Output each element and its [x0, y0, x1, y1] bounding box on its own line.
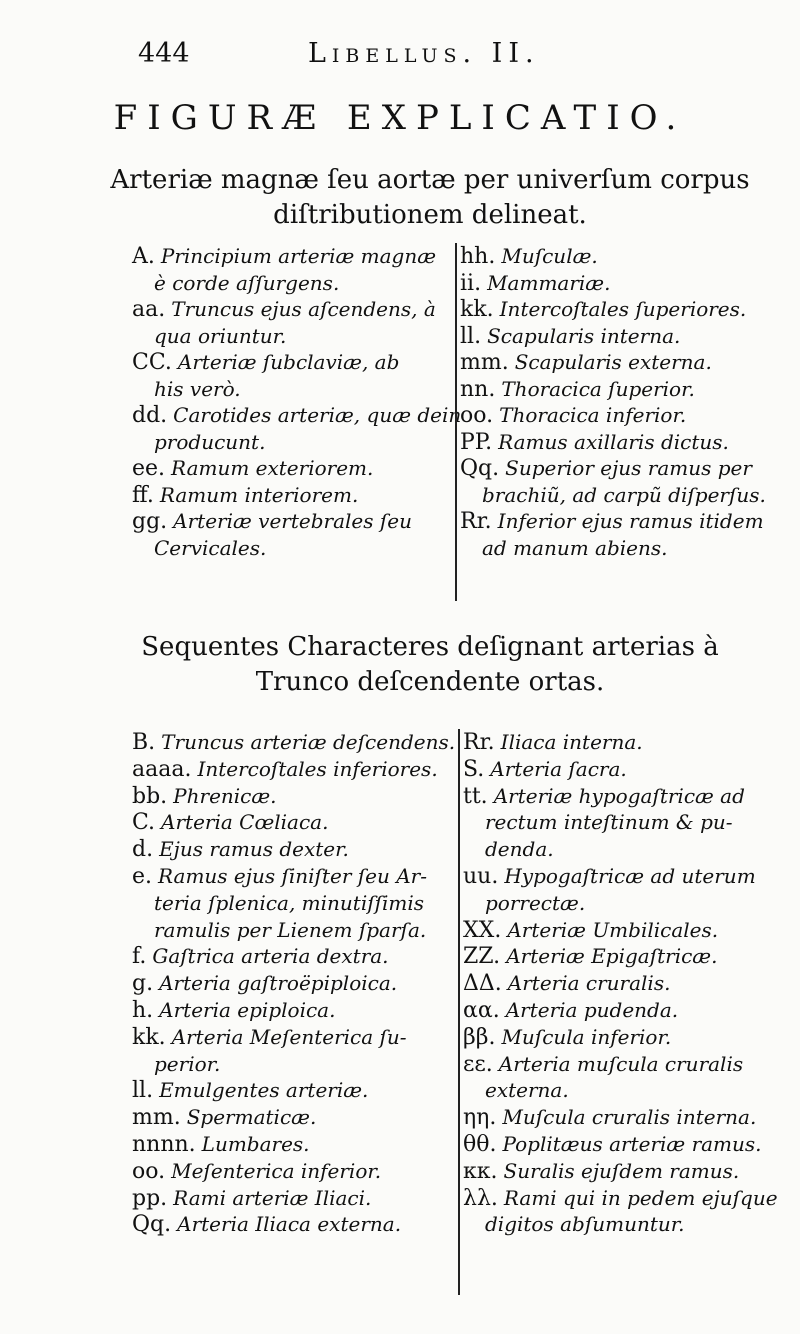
- legend-key: ββ.: [463, 1024, 496, 1050]
- legend-entry: [132, 455, 373, 482]
- legend-entry: [463, 783, 745, 810]
- legend-continuation: denda.: [485, 837, 554, 862]
- legend-text: Suralis ejuſdem ramus.: [503, 1158, 740, 1183]
- legend-text: Gaſtrica arteria dextra.: [152, 944, 389, 969]
- legend-key: CC.: [132, 350, 172, 375]
- legend-text: Arteria epiploica.: [159, 998, 336, 1022]
- legend-continuation: porrectæ.: [485, 890, 586, 915]
- legend-entry: [460, 296, 746, 323]
- legend-text: Arteria ſacra.: [490, 756, 627, 781]
- legend-key: kk.: [132, 1024, 166, 1050]
- legend-entry: [132, 729, 455, 756]
- legend-text: Arteria gaſtroëpiploica.: [159, 971, 398, 996]
- legend-key: dd.: [132, 403, 168, 428]
- section1-left-column: [132, 243, 462, 603]
- legend-entry: [460, 508, 764, 535]
- legend-entry: [132, 756, 438, 783]
- legend-text: Intercoſtales ſuperiores.: [499, 297, 747, 321]
- legend-key: tt.: [463, 783, 488, 809]
- legend-text: Ramum exteriorem.: [171, 456, 374, 480]
- legend-key: bb.: [132, 783, 168, 809]
- page-title: FIGURÆ EXPLICATIO.: [113, 98, 687, 138]
- legend-key: ll.: [460, 323, 482, 349]
- legend-key: C.: [132, 810, 156, 836]
- legend-text: Muſcula inferior.: [501, 1024, 672, 1049]
- legend-key: ΔΔ.: [463, 971, 502, 997]
- legend-entry: [463, 1051, 743, 1078]
- legend-text: Intercoſtales inferiores.: [197, 756, 438, 781]
- legend-continuation: teria ſplenica, minutiſſimis: [154, 890, 425, 915]
- legend-key: aa.: [132, 297, 166, 322]
- subtitle-mid: Sequentes Characteres deſignant arterias à Trunco deſcendente ortas.: [141, 632, 719, 697]
- legend-text: Rami qui in pedem ejuſque: [503, 1185, 778, 1210]
- legend-key: θθ.: [463, 1132, 497, 1157]
- legend-key: ηη.: [463, 1105, 497, 1131]
- legend-continuation: ramulis per Lienem ſparſa.: [154, 917, 427, 942]
- legend-entry: [132, 1211, 401, 1238]
- legend-entry: [132, 508, 412, 535]
- legend-continuation: Cervicales.: [154, 535, 267, 560]
- legend-key: αα.: [463, 998, 500, 1023]
- legend-text: Arteriæ ſubclaviæ, ab: [177, 350, 400, 374]
- legend-key: ii.: [460, 270, 482, 296]
- legend-text: Spermaticæ.: [186, 1105, 317, 1130]
- legend-key: ee.: [132, 456, 166, 481]
- legend-text: Iliaca interna.: [500, 730, 643, 754]
- legend-text: Carotides arteriæ, quæ dein: [173, 403, 462, 427]
- legend-key: d.: [132, 837, 154, 863]
- legend-text: Arteriæ Epigaſtricæ.: [506, 944, 718, 969]
- legend-key: nn.: [460, 376, 496, 402]
- legend-text: Rami arteriæ Iliaci.: [173, 1185, 372, 1210]
- legend-entry: [132, 863, 427, 890]
- legend-text: Arteria Cœliaca.: [161, 810, 329, 835]
- legend-continuation: his verò.: [154, 376, 241, 401]
- legend-entry: [463, 756, 627, 783]
- legend-key: nnnn.: [132, 1132, 196, 1157]
- legend-entry: [460, 402, 686, 429]
- legend-entry: [132, 1077, 368, 1104]
- legend-entry: [460, 429, 729, 456]
- legend-text: Meſenterica inferior.: [171, 1158, 382, 1183]
- legend-continuation: brachiũ, ad carpũ diſperſus.: [482, 482, 766, 507]
- legend-entry: [463, 1131, 762, 1158]
- legend-entry: [132, 1024, 407, 1051]
- legend-entry: [463, 1024, 671, 1051]
- legend-text: Mammariæ.: [487, 270, 611, 295]
- legend-key: f.: [132, 944, 147, 970]
- legend-key: PP.: [460, 429, 493, 455]
- legend-key: Qq.: [460, 456, 500, 481]
- legend-text: Thoracica inferior.: [499, 403, 687, 427]
- legend-key: h.: [132, 998, 154, 1023]
- legend-text: Arteria cruralis.: [507, 971, 671, 996]
- legend-key: oo.: [460, 403, 494, 428]
- legend-key: mm.: [460, 350, 509, 375]
- legend-key: ll.: [132, 1078, 154, 1104]
- legend-entry: [132, 1185, 371, 1212]
- legend-entry: [460, 270, 610, 297]
- legend-key: λλ.: [463, 1185, 498, 1211]
- legend-key: Rr.: [460, 509, 492, 534]
- legend-text: Arteria muſcula cruralis: [498, 1051, 744, 1076]
- legend-key: kk.: [460, 297, 494, 322]
- legend-continuation: è corde aſſurgens.: [154, 270, 340, 295]
- legend-key: ff.: [132, 482, 154, 508]
- legend-entry: [132, 482, 358, 509]
- legend-key: Rr.: [463, 730, 495, 755]
- legend-continuation: externa.: [485, 1078, 569, 1103]
- legend-key: pp.: [132, 1185, 168, 1211]
- legend-entry: [132, 970, 397, 997]
- legend-entry: [460, 349, 712, 376]
- legend-key: A.: [132, 244, 155, 269]
- legend-entry: [132, 1131, 310, 1158]
- legend-entry: [463, 917, 718, 944]
- legend-entry: [132, 1158, 381, 1185]
- legend-entry: [463, 1158, 739, 1185]
- legend-key: Qq.: [132, 1212, 172, 1238]
- legend-entry: [132, 243, 436, 270]
- legend-entry: [463, 970, 670, 997]
- legend-text: Emulgentes arteriæ.: [159, 1078, 369, 1103]
- legend-text: Truncus arteriæ deſcendens.: [161, 730, 456, 754]
- legend-text: Principium arteriæ magnæ: [160, 244, 437, 268]
- legend-key: mm.: [132, 1105, 181, 1131]
- legend-entry: [132, 809, 328, 836]
- legend-entry: [463, 943, 717, 970]
- legend-key: oo.: [132, 1158, 166, 1184]
- legend-key: S.: [463, 756, 485, 782]
- legend-entry: [132, 296, 436, 323]
- legend-text: Inferior ejus ramus itidem: [497, 509, 764, 533]
- running-head: Libellus. II.: [308, 38, 540, 69]
- legend-entry: [460, 323, 680, 350]
- legend-key: hh.: [460, 244, 496, 269]
- legend-text: Superior ejus ramus per: [505, 456, 752, 480]
- running-header: [0, 34, 800, 74]
- legend-text: Poplitæus arteriæ ramus.: [502, 1132, 762, 1156]
- legend-text: Scapularis externa.: [514, 350, 712, 374]
- legend-key: aaaa.: [132, 756, 192, 782]
- legend-text: Arteriæ Umbilicales.: [507, 917, 719, 942]
- legend-text: Thoracica ſuperior.: [501, 376, 695, 401]
- legend-text: Arteria Iliaca externa.: [177, 1212, 402, 1237]
- legend-entry: [463, 997, 678, 1024]
- section2-divider: [458, 729, 460, 1295]
- legend-text: Ramus axillaris dictus.: [498, 429, 729, 454]
- legend-key: εε.: [463, 1051, 493, 1077]
- legend-entry: [132, 997, 335, 1024]
- legend-continuation: qua oriuntur.: [154, 323, 287, 348]
- legend-entry: [132, 783, 277, 810]
- legend-text: Ramus ejus ſiniſter ſeu Ar-: [158, 864, 427, 888]
- legend-text: Arteria pudenda.: [505, 998, 679, 1022]
- legend-text: Ramum interiorem.: [159, 482, 359, 507]
- legend-entry: [132, 1104, 316, 1131]
- legend-text: Arteria Meſenterica ſu-: [171, 1024, 407, 1049]
- legend-key: uu.: [463, 864, 499, 889]
- legend-continuation: digitos abſumuntur.: [485, 1212, 685, 1237]
- legend-entry: [460, 376, 695, 403]
- subtitle-top: Arteriæ magnæ ſeu aortæ per univerſum corpus diſtributionem delineat.: [110, 165, 750, 230]
- legend-entry: [132, 349, 399, 376]
- section1-right-column: [460, 243, 790, 603]
- section2-left-column: [132, 729, 457, 1299]
- legend-text: Scapularis interna.: [487, 323, 681, 348]
- legend-entry: [463, 863, 756, 890]
- legend-text: Ejus ramus dexter.: [159, 837, 349, 862]
- legend-entry: [132, 943, 389, 970]
- legend-key: g.: [132, 971, 154, 997]
- legend-text: Muſculæ.: [501, 244, 598, 268]
- legend-entry: [132, 402, 461, 429]
- legend-continuation: rectum inteſtinum & pu-: [485, 810, 733, 835]
- section1-divider: [455, 243, 457, 601]
- page-number: 444: [138, 38, 190, 69]
- legend-key: κκ.: [463, 1158, 498, 1184]
- legend-entry: [463, 1185, 778, 1212]
- legend-text: Muſcula cruralis interna.: [502, 1105, 757, 1130]
- legend-continuation: ad manum abiens.: [482, 535, 668, 560]
- legend-text: Arteriæ hypogaſtricæ ad: [493, 783, 745, 808]
- section2-right-column: [463, 729, 793, 1299]
- legend-entry: [132, 836, 349, 863]
- legend-entry: [463, 1104, 756, 1131]
- legend-entry: [460, 455, 752, 482]
- legend-key: gg.: [132, 509, 168, 534]
- legend-text: Arteriæ vertebrales ſeu: [173, 509, 412, 533]
- legend-continuation: producunt.: [154, 429, 266, 454]
- legend-text: Lumbares.: [201, 1132, 310, 1156]
- legend-text: Phrenicæ.: [173, 783, 277, 808]
- legend-key: XX.: [463, 917, 502, 943]
- legend-key: e.: [132, 864, 153, 889]
- legend-entry: [460, 243, 598, 270]
- legend-text: Hypogaſtricæ ad uterum: [504, 864, 756, 888]
- legend-key: ZZ.: [463, 944, 501, 970]
- legend-entry: [463, 729, 643, 756]
- legend-text: Truncus ejus aſcendens, à: [171, 297, 436, 321]
- legend-continuation: perior.: [154, 1051, 221, 1076]
- legend-key: B.: [132, 730, 156, 755]
